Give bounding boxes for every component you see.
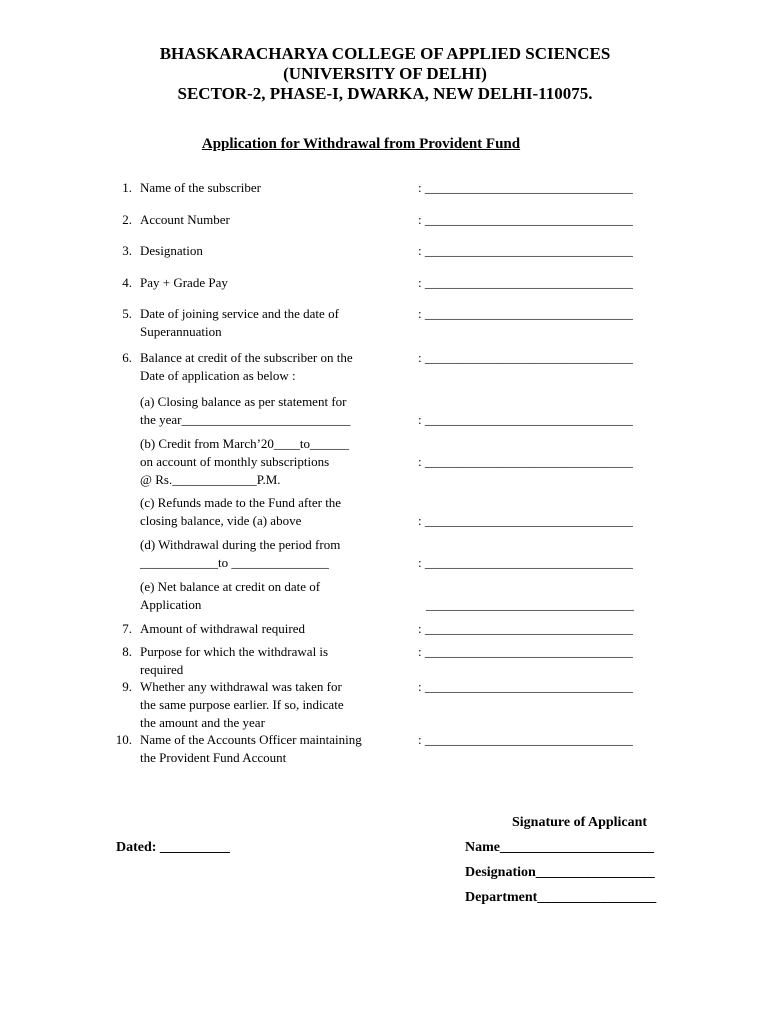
form-title: Application for Withdrawal from Provident Fund <box>201 136 521 152</box>
item-label: Designation <box>140 243 203 258</box>
answer-field[interactable]: ________________________________ <box>426 597 634 612</box>
item-label: Account Number <box>140 212 230 227</box>
item-label: (d) Withdrawal during the period from ____________to _______________ <box>140 537 341 570</box>
item-label: Whether any withdrawal was taken for the same purpose earlier. If so, indicate the amount and the year <box>140 679 344 730</box>
item-label: (c) Refunds made to the Fund after the closing balance, vide (a) above <box>140 495 342 528</box>
answer-field[interactable]: : ________________________________ <box>418 275 633 290</box>
department-field[interactable]: Department_________________ <box>465 890 657 905</box>
item-number: 4. <box>122 275 132 290</box>
item-label: Amount of withdrawal required <box>140 621 305 636</box>
item-number: 2. <box>122 212 132 227</box>
college-name: BHASKARACHARYA COLLEGE OF APPLIED SCIENCES <box>159 44 611 63</box>
item-number: 5. <box>122 306 132 321</box>
item-label: Name of the Accounts Officer maintaining the Provident Fund Account <box>140 732 362 765</box>
signature-label: Signature of Applicant <box>512 815 648 830</box>
item-label: (b) Credit from March’20____to______ on account of monthly subscriptions @ Rs._____________P.M. <box>140 436 350 487</box>
college-address: SECTOR-2, PHASE-I, DWARKA, NEW DELHI-110075. <box>177 84 593 103</box>
answer-field[interactable]: : ________________________________ <box>418 644 633 659</box>
item-number: 3. <box>122 243 132 258</box>
answer-field[interactable]: : ________________________________ <box>418 679 633 694</box>
item-number: 10. <box>115 732 132 747</box>
answer-field[interactable]: : ________________________________ <box>418 180 633 195</box>
item-label: Name of the subscriber <box>140 180 261 195</box>
item-label: Balance at credit of the subscriber on the Date of application as below : <box>140 350 353 383</box>
answer-field[interactable]: : ________________________________ <box>418 621 633 636</box>
item-label: Pay + Grade Pay <box>140 275 228 290</box>
answer-field[interactable]: : ________________________________ <box>418 555 633 570</box>
item-number: 1. <box>122 180 132 195</box>
item-number: 7. <box>122 621 132 636</box>
answer-field[interactable]: : ________________________________ <box>418 454 633 469</box>
item-number: 9. <box>122 679 132 694</box>
item-label: (a) Closing balance as per statement for the year__________________________ <box>140 394 351 427</box>
item-label: Date of joining service and the date of Superannuation <box>140 306 339 339</box>
item-number: 8. <box>122 644 132 659</box>
answer-field[interactable]: : ________________________________ <box>418 243 633 258</box>
item-label: Purpose for which the withdrawal is required <box>140 644 329 677</box>
item-number: 6. <box>122 350 132 365</box>
name-field[interactable]: Name______________________ <box>465 840 654 855</box>
designation-field[interactable]: Designation_________________ <box>465 865 655 880</box>
answer-field[interactable]: : ________________________________ <box>418 350 633 365</box>
dated-field[interactable]: Dated: __________ <box>116 840 230 855</box>
answer-field[interactable]: : ________________________________ <box>418 306 633 321</box>
answer-field[interactable]: : ________________________________ <box>418 732 633 747</box>
university-name: (UNIVERSITY OF DELHI) <box>283 64 487 83</box>
answer-field[interactable]: : ________________________________ <box>418 513 633 528</box>
answer-field[interactable]: : ________________________________ <box>418 212 633 227</box>
item-label: (e) Net balance at credit on date of Application <box>140 579 321 612</box>
answer-field[interactable]: : ________________________________ <box>418 412 633 427</box>
